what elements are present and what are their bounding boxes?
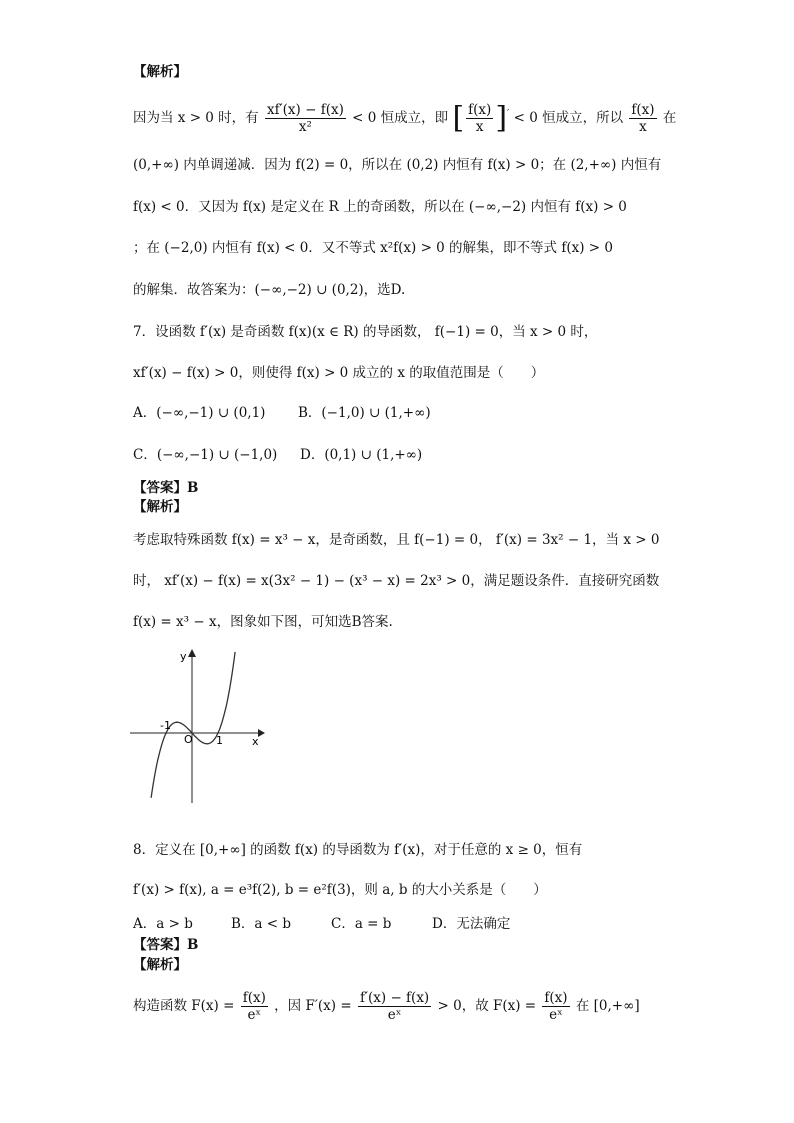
fraction: $\frac{f(x)}{\text{eˣ}}$ [242, 990, 266, 1023]
question-8: 8．定义在 [0,+∞] 的函数 f(x) 的导函数为 f′(x)，对于任意的 x ≥ 0，恒有 [133, 842, 583, 858]
analysis-line-2: (0,+∞) 内单调递减．因为 f(2) = 0，所以在 (0,2) 内恒有 f(x) > 0；在 (2,+∞) 内恒有 [133, 157, 662, 173]
analysis-7-line-2: 时， xf′(x) − f(x) = x(3x² − 1) − (x³ − x) = 2x³ > 0，满足题设条件．直接研究函数 [133, 573, 660, 589]
option-8c: C．a = b [331, 916, 392, 932]
option-7d: D．(0,1) ∪ (1,+∞) [300, 447, 423, 463]
option-7a: A．(−∞,−1) ∪ (0,1) [133, 405, 266, 421]
analysis-8-line-1: 构造函数 F(x) = $\frac{f(x)}{\text{eˣ}}$ ，因 F′(x) = $\frac{f'(x) - f(x)}{\text{eˣ}}$ > 0，故 F(x) = $\frac{f(x)}{\text{eˣ}}$ 在 [0,+∞] [133, 990, 640, 1023]
y-axis-label: y [180, 650, 187, 663]
option-8a: A．a > b [133, 916, 193, 932]
analysis-7-line-3: f(x) = x³ − x，图象如下图，可知选B答案. [133, 614, 393, 630]
analysis-heading-8: 【解析】 [133, 957, 187, 973]
fraction: $\frac{f(x)}{\text{eˣ}}$ [544, 990, 568, 1023]
question-7-cont: xf′(x) − f(x) > 0，则使得 f(x) > 0 成立的 x 的取值范围是（ ） [133, 365, 545, 381]
option-8b: B．a < b [231, 916, 292, 932]
y-axis-arrow [188, 649, 196, 657]
answer-8: 【答案】B [133, 937, 199, 953]
option-8d: D．无法确定 [432, 916, 511, 932]
analysis-line-5: 的解集．故答案为：(−∞,−2) ∪ (0,2)，选D. [133, 282, 406, 298]
analysis-heading: 【解析】 [133, 64, 187, 80]
x-axis-label: x [252, 735, 259, 748]
fraction: $\frac{f(x)}{x}$ [631, 102, 655, 135]
answer-7: 【答案】B [133, 480, 199, 496]
fraction: $\frac{f'(x) - f(x)}{\text{eˣ}}$ [359, 990, 430, 1023]
analysis-heading-7: 【解析】 [133, 499, 187, 515]
minus-one-label: -1 [160, 719, 171, 732]
option-7b: B．(−1,0) ∪ (1,+∞) [298, 405, 431, 421]
analysis-7-line-1: 考虑取特殊函数 f(x) = x³ − x，是奇函数，且 f(−1) = 0， f′(x) = 3x² − 1，当 x > 0 [133, 532, 660, 548]
x-axis-arrow [258, 729, 265, 737]
origin-label: O [184, 733, 193, 746]
cubic-function-graph [130, 648, 265, 803]
question-7: 7．设函数 f′(x) 是奇函数 f(x)(x ∈ R) 的导函数， f(−1) = 0，当 x > 0 时， [133, 324, 598, 340]
one-label: 1 [216, 734, 223, 747]
fraction: $\frac{f(x)}{x}$ [468, 102, 492, 135]
analysis-line-3: f(x) < 0．又因为 f(x) 是定义在 R 上的奇函数，所以在 (−∞,−2) 内恒有 f(x) > 0 [133, 199, 627, 215]
option-7c: C．(−∞,−1) ∪ (−1,0) [133, 447, 278, 463]
fraction: $\frac{xf'(x) - f(x)}{\text{x²}}$ [266, 102, 344, 135]
question-8-cont: f′(x) > f(x), a = e³f(2), b = e²f(3)，则 a, b 的大小关系是（ ） [133, 882, 547, 898]
analysis-line-1: 因为当 x > 0 时，有 $\frac{xf'(x) - f(x)}{\text{x²}}$ < 0 恒成立，即 [ $\frac{f(x)}{x}$ ]′ < 0 恒成立，所以 $\frac{f(x)}{x}$ 在 [133, 100, 677, 136]
analysis-line-4: ；在 (−2,0) 内恒有 f(x) < 0．又不等式 x²f(x) > 0 的解集，即不等式 f(x) > 0 [133, 240, 613, 256]
